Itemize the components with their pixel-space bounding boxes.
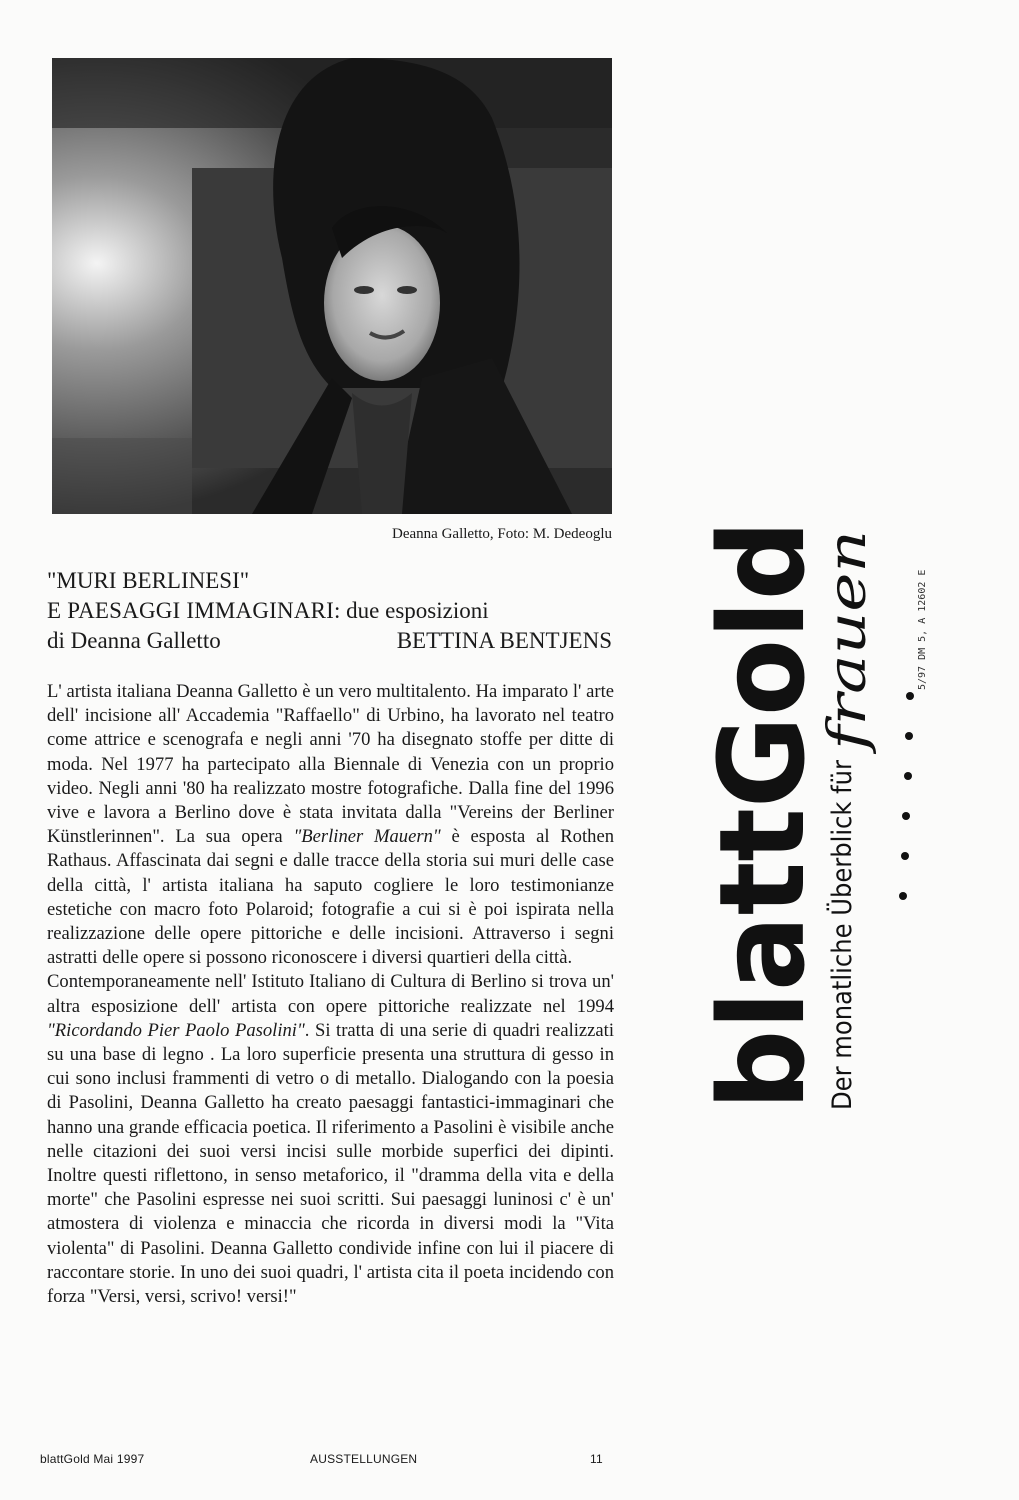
headline-line-2	[47, 596, 612, 626]
article-body	[47, 680, 614, 1309]
photo-caption: Deanna Galletto, Foto: M. Dedeoglu	[392, 526, 612, 542]
paragraph-1-text-a: L' artista italiana Deanna Galletto è un vero multitalento. Ha imparato l' arte dell' incisione all' Accademia "Raffaello" di Urbino, ha lavorato nel teatro come attrice e scenografa e negli anni '70 ha disegnato stoffe per ditte di moda. Nel 1977 ha partecipato alla Biennale di Venezia con un proprio video. Negli anni '80 ha realizzato mostre fotografiche. Dalla fine del 1996 vive e lavora a Berlino dove è stata invitata dalla "Vereins der Berliner Künstlerinnen". La sua opera	[47, 681, 614, 848]
paragraph-1-text-b: è esposta al Rothen Rathaus. Affascinata dai segni e dalle tracce della storia sui muri delle case della città, l' artista italiana ha saputo cogliere le loro testimonianze estetiche con macro foto Polaroid; fotografie a cui si è poi ispirata nella realizzazione delle opere pittoriche e delle incisioni. Attraverso i segni astratti delle opere si possono riconoscere i diversi quartieri della città.	[47, 826, 614, 969]
issue-code: 5/97 DM 5, A 12602 E	[917, 569, 928, 690]
headline-rest: : due esposizioni	[334, 598, 489, 623]
work-title-berliner-mauern: "Berliner Mauern"	[293, 826, 441, 848]
masthead-dots	[899, 692, 914, 900]
headline-subject: di Deanna Galletto	[47, 628, 221, 653]
footer-publication: blattGold Mai 1997	[40, 1452, 145, 1466]
headline-caps: E PAESAGGI IMMAGINARI	[47, 598, 335, 623]
portrait-photo	[52, 58, 612, 514]
paragraph-2-text-a: Contemporaneamente nell' Istituto Italiano di Cultura di Berlino si trova un' altra esposizione dell' artista con opere pittoriche realizzate nel 1994	[47, 971, 614, 1017]
author-byline: BETTINA BENTJENS	[396, 628, 612, 653]
masthead-logo: blattGold	[693, 489, 831, 1110]
headline-line-1: "MURI BERLINESI"	[47, 568, 250, 593]
article-headline	[47, 566, 612, 656]
headline-line-3	[47, 626, 612, 656]
masthead-script-word: frauen	[818, 577, 878, 750]
work-title-ricordando-pasolini: "Ricordando Pier Paolo Pasolini"	[47, 1019, 305, 1041]
footer-section: AUSSTELLUNGEN	[310, 1452, 418, 1466]
paragraph-2-text-b: . Si tratta di una serie di quadri realizzati su una base di legno . La loro superficie presenta una struttura di gesso in cui sono inclusi frammenti di vetro o di metallo. Dialogando con la poesia di Pasolini, Deanna Galletto ha creato paesaggi fantastici-immaginari che hanno una grande efficacia poetica. Il riferimento a Pasolini è visibile anche nelle citazioni dei suoi versi incisi sulle morbide superfici dei dipinti. Inoltre questi riflettono, in senso metaforico, il "dramma della vita e della morte" che Pasolini espresse nei suoi scritti. Sui paesaggi luninosi c' è un' atmostera di violenza e minaccia che ricorda in diversi modi la "Vita violenta" di Pasolini. Deanna Galletto condivide infine con lui il piacere di raccontare storie. In uno dei suoi quadri, l' artista cita il poeta incidendo con forza "Versi, versi, scrivo! versi!"	[47, 1019, 615, 1308]
masthead-tagline: Der monatliche Überblick für	[827, 720, 858, 1110]
footer-page-number: 11	[590, 1452, 603, 1466]
paragraph-1	[47, 680, 614, 970]
paragraph-2	[47, 970, 614, 1309]
magazine-masthead	[693, 489, 955, 1140]
